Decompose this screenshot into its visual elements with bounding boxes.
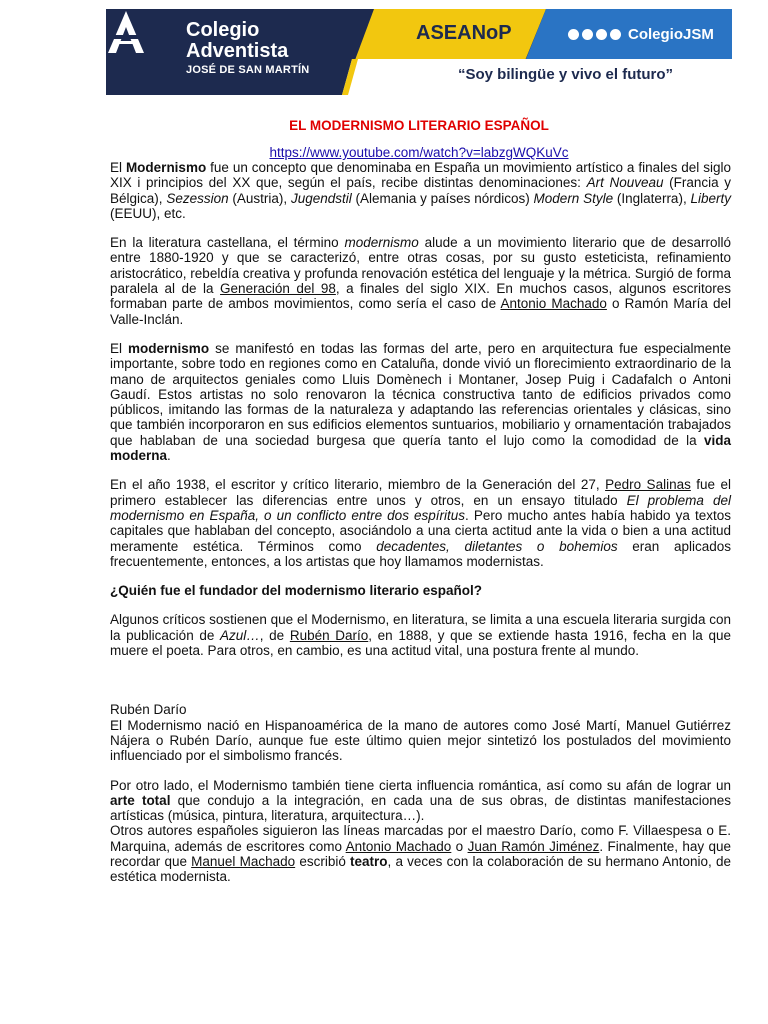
link-ruben-dario[interactable]: Rubén Darío: [289, 627, 369, 643]
social-media-bar: [568, 26, 714, 43]
school-name-line1: Colegio: [186, 19, 260, 41]
school-name-line3: JOSÉ DE SAN MARTÍN: [186, 64, 310, 76]
school-name: [186, 20, 309, 76]
paragraph-8: Otros autores españoles siguieron las líneas marcadas por el maestro Darío, como F. Villaespesa o E. Marquina, además de escritores como Antonio Machado o Juan Ramón Jiménez. Finalmente, hay que recordar que Manuel Machado escribió teatro, a veces con la colaboración de su hermano Antonio, de estética modernista.: [110, 823, 731, 885]
paragraph-5: Algunos críticos sostienen que el Modernismo, en literatura, se limita a una escuela literaria surgida con la publicación de Azul…, de Rubén Darío, en 1888, y que se extiende hasta 1916, fecha en la que muere el poeta. Para otros, en cambio, es una actitud vital, una postura frente al mundo.: [110, 612, 731, 659]
document-title: EL MODERNISMO LITERARIO ESPAÑOL: [289, 118, 549, 133]
link-manuel-machado[interactable]: Manuel Machado: [191, 853, 296, 869]
paragraph-6: El Modernismo nació en Hispanoamérica de la mano de autores como José Martí, Manuel Gutiérrez Nájera o Rubén Darío, aunque fue este último quien mejor sintetizó los postulados del movimiento influenciado por el simbolismo francés.: [110, 717, 731, 764]
youtube-link[interactable]: https://www.youtube.com/watch?v=labzgWQKuVc: [269, 145, 569, 160]
social-handle: ColegioJSM: [628, 26, 714, 43]
youtube-icon[interactable]: [610, 29, 621, 40]
link-antonio-machado[interactable]: Antonio Machado: [500, 296, 607, 312]
section-question: ¿Quién fue el fundador del modernismo literario español?: [110, 583, 483, 599]
paragraph-3: El modernismo se manifestó en todas las formas del arte, pero en arquitectura fue especialmente importante, sobre todo en regiones como en Cataluña, donde vivió un florecimiento extraordinario de la mano de arquitectos geniales como Lluis Domènech i Montaner, Josep Puig i Cadafalch o Antoni Gaudí. Estos artistas no solo renovaron la técnica constructiva tanto de edificios privados como públicos, imitando las formas de la naturaleza y adaptando las referencias orientales y clásicas, sino que también incorporaron en sus edificios elementos suntuarios, mobiliario y ornamentación trabajados que hablaban de una sociedad burgesa que quería tanto el lujo como la comodidad de la vida moderna.: [110, 340, 731, 464]
link-generacion-98[interactable]: Generación del 98: [220, 281, 336, 297]
paragraph-1: El Modernismo fue un concepto que denominaba en España un movimiento artístico a finales del siglo XIX i principios del XX que, según el país, recibe distintas denominaciones: Art Nouveau (Francia y Bélgica), Sezession (Austria), Jugendstil (Alemania y países nórdicos) Modern Style (Inglaterra), Liberty (EEUU), etc.: [110, 160, 732, 221]
school-name-line2: Adventista: [186, 40, 289, 62]
slogan: “Soy bilingüe y vivo el futuro”: [458, 66, 674, 83]
paragraph-4: En el año 1938, el escritor y crítico literario, miembro de la Generación del 27, Pedro Salinas fue el primero establecer las diferencias entre unos y otros, en un ensayo titulado El problema del modernismo en España, o un conflicto entre dos espíritus. Pero mucho antes había habido ya textos capitales que hablaban del concepto, asociándolo a una cierta actitud ante la vida o bien a una actitud meramente estética. Términos como decadentes, diletantes o bohemios eran aplicados frecuentemente, entonces, a los artistas que hoy llamamos modernistas.: [110, 477, 731, 569]
image-caption: Rubén Darío: [110, 702, 187, 718]
document-body: [110, 160, 731, 885]
facebook-icon[interactable]: [568, 29, 579, 40]
instagram-icon[interactable]: [582, 29, 593, 40]
paragraph-7: Por otro lado, el Modernismo también tiene cierta influencia romántica, así como su afán de lograr un arte total que condujo a la integración, en cada una de sus obras, de distintas manifestaciones artísticas (música, pintura, literatura, arquitectura…).: [110, 777, 732, 824]
twitter-icon[interactable]: [596, 29, 607, 40]
aseanop-brand: ASEANoP: [416, 22, 512, 44]
link-antonio-machado-2[interactable]: Antonio Machado: [345, 838, 452, 854]
school-logo-icon: [106, 9, 146, 55]
header-banner: [106, 9, 732, 95]
link-juan-ramon-jimenez[interactable]: Juan Ramón Jiménez: [467, 838, 600, 854]
link-pedro-salinas[interactable]: Pedro Salinas: [605, 477, 691, 493]
paragraph-2: En la literatura castellana, el término modernismo alude a un movimiento literario que de desarrolló entre 1880-1920 y que se caracterizó, entre otras cosas, por su gusto esteticista, refinamiento aristocrático, rebeldía creativa y profunda renovación estética del lenguaje y la métrica. Surgió de forma paralela al de la Generación del 98, a finales del siglo XIX. En muchos casos, algunos escritores formaban parte de ambos movimientos, como sería el caso de Antonio Machado o Ramón María del Valle-Inclán.: [110, 235, 732, 327]
